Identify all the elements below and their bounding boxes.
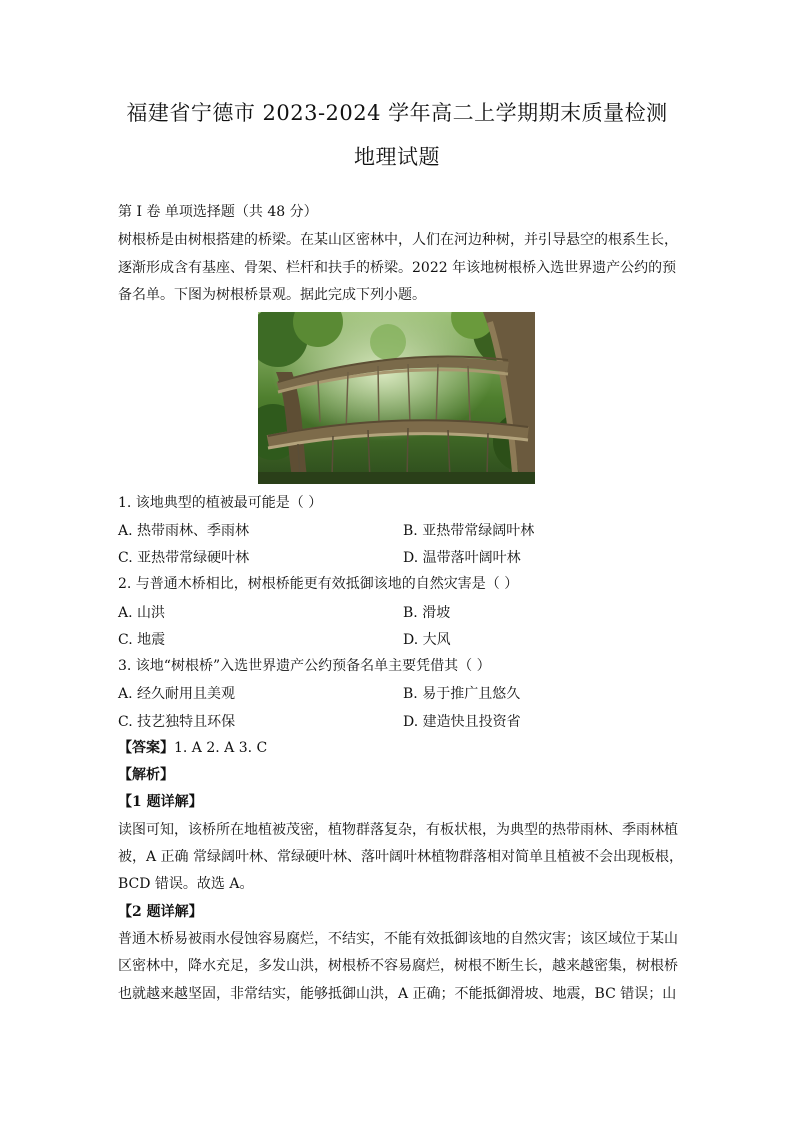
document-title: 福建省宁德市 2023-2024 学年高二上学期期末质量检测 [126,101,668,125]
question-3-option-c: C. 技艺独特且环保 [118,714,236,730]
question-1-option-c: C. 亚热带常绿硬叶林 [118,550,250,566]
answer-line [118,738,683,758]
question-1-option-b: B. 亚热带常绿阔叶林 [403,523,535,539]
section-heading: 第 I 卷 单项选择题（共 48 分） [118,204,318,220]
question-2-option-d: D. 大风 [403,632,451,648]
intro-line-1: 树根桥是由树根搭建的桥梁。在某山区密林中，人们在河边种树，并引导悬空的根系生长， [118,232,678,248]
root-bridge-photo [258,312,535,484]
analysis-q1-line-2: 被，A 正确 常绿阔叶林、常绿硬叶林、落叶阔叶林植物群落相对简单且植被不会出现板根， [118,849,684,865]
question-3-option-b: B. 易于推广且悠久 [403,686,521,702]
question-2-stem: 2. 与普通木桥相比，树根桥能更有效抵御该地的自然灾害是（ ） [118,576,519,592]
analysis-q2-line-1: 普通木桥易被雨水侵蚀容易腐烂，不结实，不能有效抵御该地的自然灾害；该区域位于某山 [118,931,678,947]
question-2-option-c: C. 地震 [118,632,166,648]
question-1-option-a: A. 热带雨林、季雨林 [118,523,250,539]
analysis-q2-line-3: 也就越来越坚固，非常结实，能够抵御山洪，A 正确；不能抵御滑坡、地震，BC 错误；山 [118,986,677,1002]
answer-text: 1. A 2. A 3. C [174,740,268,756]
question-2-option-a: A. 山洪 [118,605,166,621]
question-3-option-d: D. 建造快且投资省 [403,714,521,730]
question-1-option-d: D. 温带落叶阔叶林 [403,550,521,566]
question-3-option-a: A. 经久耐用且美观 [118,686,236,702]
question-1-stem: 1. 该地典型的植被最可能是（ ） [118,495,323,511]
analysis-q1-line-1: 读图可知，该桥所在地植被茂密，植物群落复杂，有板状根，为典型的热带雨林、季雨林植 [118,822,678,838]
answer-label: 【答案】 [118,740,174,756]
intro-line-3: 备名单。下图为树根桥景观。据此完成下列小题。 [118,287,426,303]
analysis-q2-label: 【2 题详解】 [118,904,203,920]
analysis-label: 【解析】 [118,767,174,783]
intro-line-2: 逐渐形成含有基座、骨架、栏杆和扶手的桥梁。2022 年该地树根桥入选世界遗产公约的预 [118,260,677,276]
document-subtitle: 地理试题 [354,145,440,169]
analysis-q1-line-3: BCD 错误。故选 A。 [118,876,254,892]
question-2-option-b: B. 滑坡 [403,605,451,621]
question-3-stem: 3. 该地“树根桥”入选世界遗产公约预备名单主要凭借其（ ） [118,658,491,674]
analysis-q2-line-2: 区密林中，降水充足，多发山洪，树根桥不容易腐烂，树根不断生长，越来越密集，树根桥 [118,958,678,974]
analysis-q1-label: 【1 题详解】 [118,794,203,810]
